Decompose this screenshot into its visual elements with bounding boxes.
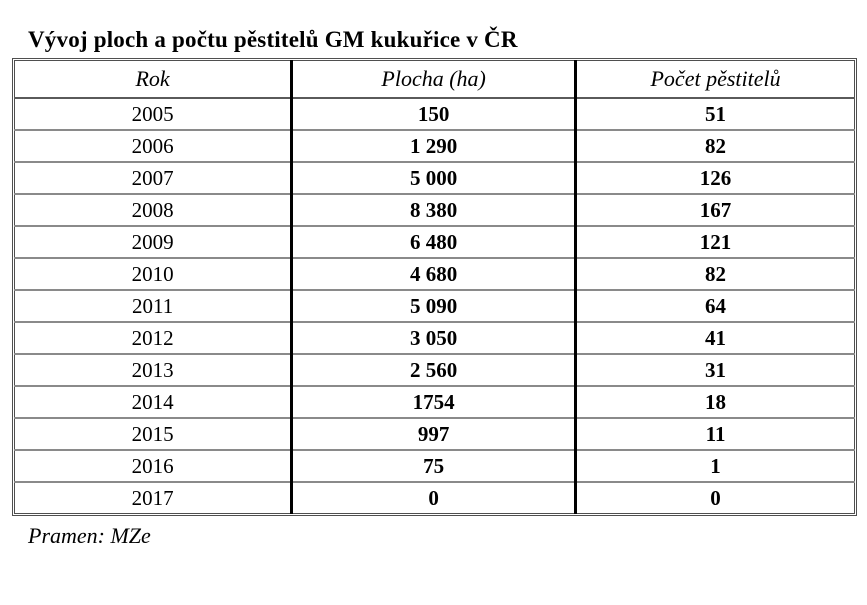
growers-cell: 51 <box>576 98 855 130</box>
year-cell: 2010 <box>15 258 292 290</box>
year-cell: 2009 <box>15 226 292 258</box>
area-cell: 150 <box>292 98 576 130</box>
growers-cell: 0 <box>576 482 855 514</box>
year-cell: 2016 <box>15 450 292 482</box>
table-outer-border <box>12 58 857 516</box>
year-cell: 2005 <box>131 101 174 126</box>
table-row <box>15 290 855 322</box>
year-cell: 2014 <box>15 386 292 418</box>
year-cell: 2007 <box>15 162 292 194</box>
area-cell: 997 <box>292 418 576 450</box>
area-cell: 1 290 <box>292 130 576 162</box>
growers-cell: 41 <box>576 322 855 354</box>
area-cell: 6 480 <box>292 226 576 258</box>
gm-maize-table <box>14 60 855 514</box>
growers-cell: 31 <box>576 354 855 386</box>
area-cell: 5 090 <box>292 290 576 322</box>
growers-cell: 11 <box>576 418 855 450</box>
growers-cell: 167 <box>576 194 855 226</box>
table-row <box>15 354 855 386</box>
table-row <box>15 258 855 290</box>
year-cell: 2006 <box>15 130 292 162</box>
document-page <box>0 27 867 605</box>
header-row <box>15 61 855 99</box>
table-row <box>15 98 855 130</box>
area-cell: 5 000 <box>292 162 576 194</box>
table-row <box>15 130 855 162</box>
growers-cell: 18 <box>576 386 855 418</box>
column-header-rok: Rok <box>15 61 292 99</box>
year-cell: 2015 <box>15 418 292 450</box>
year-cell: 2013 <box>15 354 292 386</box>
table-row <box>15 226 855 258</box>
year-cell: 2011 <box>15 290 292 322</box>
growers-cell: 64 <box>576 290 855 322</box>
page-title: Vývoj ploch a počtu pěstitelů GM kukuřice v ČR <box>28 27 518 52</box>
table-row <box>15 450 855 482</box>
growers-cell: 82 <box>576 130 855 162</box>
source-note: Pramen: MZe <box>28 523 151 548</box>
year-cell: 2012 <box>15 322 292 354</box>
table-row <box>15 162 855 194</box>
growers-cell: 82 <box>576 258 855 290</box>
area-cell: 0 <box>292 482 576 514</box>
growers-cell: 121 <box>576 226 855 258</box>
area-cell: 75 <box>292 450 576 482</box>
year-cell: 2008 <box>15 194 292 226</box>
table-row <box>15 386 855 418</box>
growers-cell: 126 <box>576 162 855 194</box>
area-cell: 2 560 <box>292 354 576 386</box>
area-cell: 3 050 <box>292 322 576 354</box>
area-cell: 4 680 <box>292 258 576 290</box>
table-row <box>15 418 855 450</box>
column-header-pocet: Počet pěstitelů <box>576 61 855 99</box>
year-cell: 2017 <box>15 482 292 514</box>
table-row <box>15 482 855 514</box>
column-header-plocha: Plocha (ha) <box>292 61 576 99</box>
area-cell: 1754 <box>292 386 576 418</box>
growers-cell: 1 <box>576 450 855 482</box>
table-row <box>15 322 855 354</box>
area-cell: 8 380 <box>292 194 576 226</box>
table-row <box>15 194 855 226</box>
